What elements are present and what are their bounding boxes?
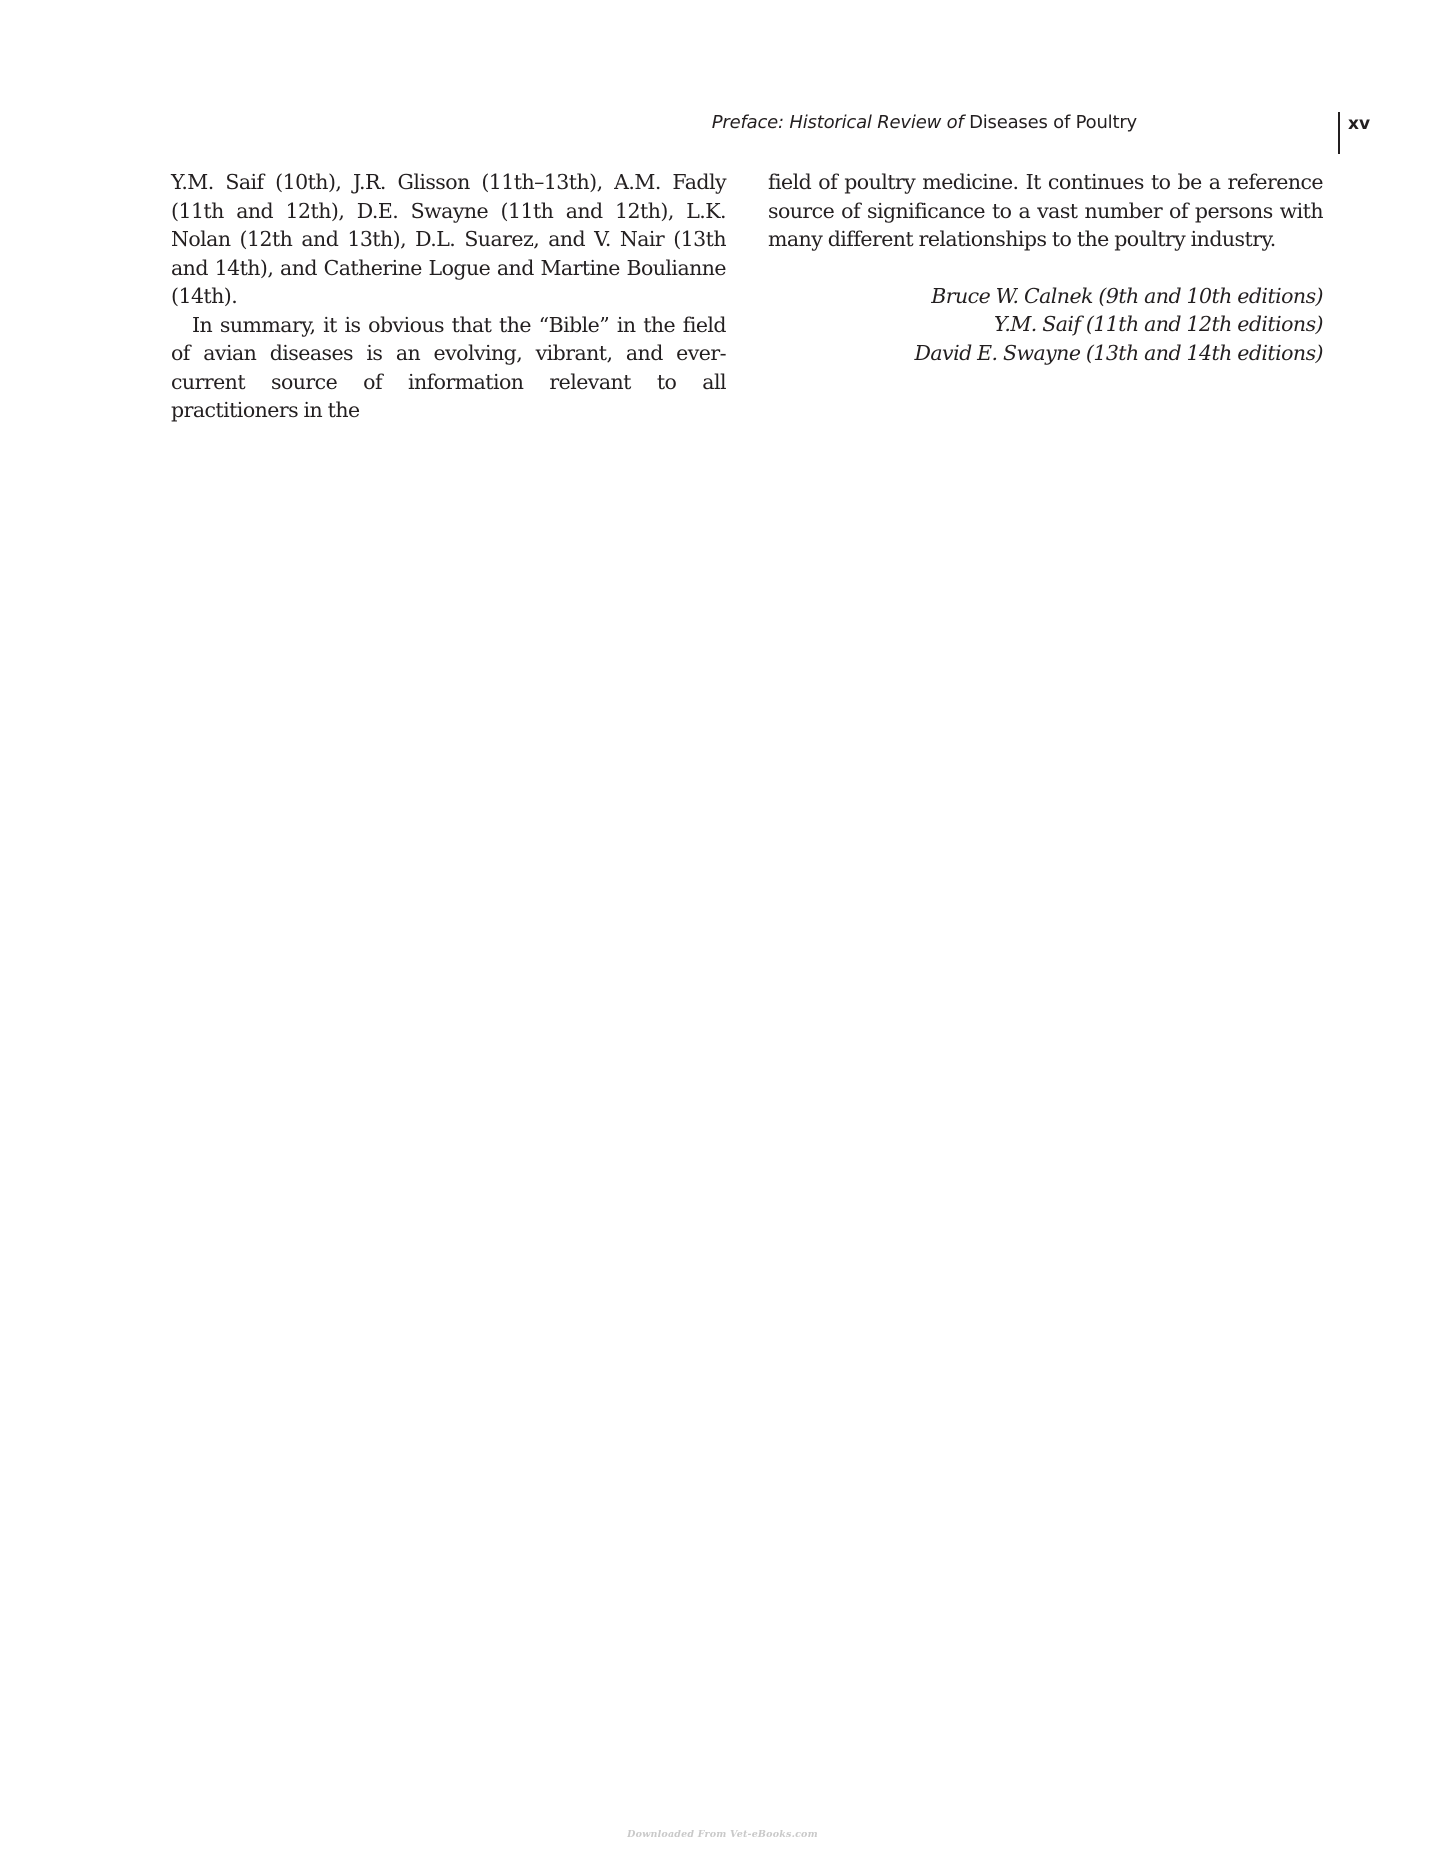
running-header <box>712 112 1137 134</box>
right-column <box>768 168 1323 367</box>
page-number: xv <box>1348 114 1371 134</box>
signature-block <box>768 282 1323 368</box>
footer-watermark: Downloaded From Vet-eBooks.com <box>627 1829 818 1840</box>
running-header-italic: Preface: Historical Review of <box>711 112 964 133</box>
running-header-title: Diseases of Poultry <box>963 112 1137 133</box>
signature-swayne: David E. Swayne (13th and 14th editions) <box>914 340 1323 365</box>
header-divider <box>1338 112 1340 154</box>
left-column <box>171 168 726 425</box>
paragraph-summary: In summary, it is obvious that the “Bible” in the field of avian diseases is an evolving, vibrant, and ever-current source of information relevant to all practitioners in the <box>171 312 726 422</box>
paragraph-editors: Y.M. Saif (10th), J.R. Glisson (11th–13th), A.M. Fadly (11th and 12th), D.E. Swayne (11th and 12th), L.K. Nolan (12th and 13th), D.L. Suarez, and V. Nair (13th and 14th), and Catherine Logue and Martine Boulianne (14th). <box>171 170 726 308</box>
paragraph-summary-continued: field of poultry medicine. It continues to be a reference source of significance to a vast number of persons with many different relationships to the poultry industry. <box>768 170 1323 251</box>
signature-calnek: Bruce W. Calnek (9th and 10th editions) <box>931 283 1323 308</box>
signature-saif: Y.M. Saif (11th and 12th editions) <box>994 312 1323 336</box>
